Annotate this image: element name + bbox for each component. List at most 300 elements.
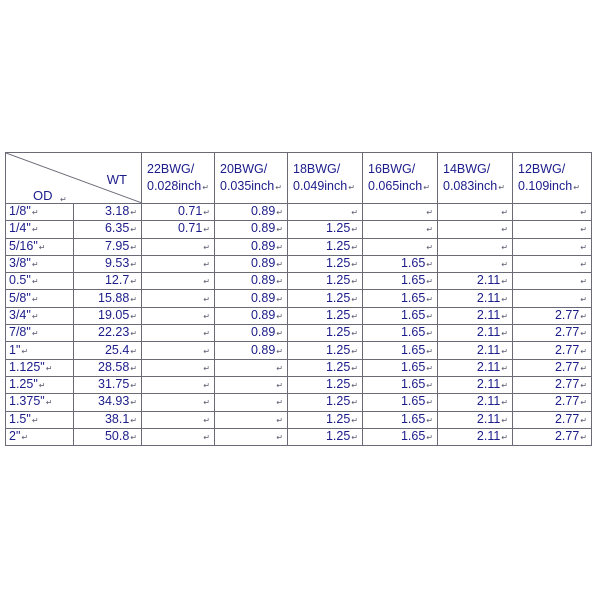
thickness-cell — [513, 428, 592, 445]
paragraph-mark-icon: ↵ — [351, 294, 358, 304]
table-row — [6, 342, 592, 359]
paragraph-mark-icon: ↵ — [426, 260, 433, 270]
paragraph-mark-icon: ↵ — [501, 398, 508, 408]
paragraph-mark-icon: ↵ — [45, 398, 53, 408]
header-cell-gauge — [438, 153, 513, 204]
thickness-value: 2.11 — [476, 377, 501, 392]
thickness-value: 0.89 — [250, 273, 276, 288]
thickness-value: 1.25 — [325, 394, 351, 409]
thickness-cell — [363, 221, 438, 238]
thickness-cell — [215, 290, 288, 307]
thickness-cell — [215, 376, 288, 393]
thickness-value: 2.77 — [554, 359, 580, 374]
od-inch-value: 3/8" — [9, 256, 31, 271]
paragraph-mark-icon: ↵ — [276, 311, 283, 321]
thickness-cell — [438, 376, 513, 393]
thickness-value: 2.11 — [476, 307, 501, 322]
table-row — [6, 411, 592, 428]
od-inch-cell — [6, 238, 74, 255]
paragraph-mark-icon: ↵ — [501, 346, 508, 356]
paragraph-mark-icon: ↵ — [426, 398, 433, 408]
thickness-value: 1.25 — [325, 273, 351, 288]
paragraph-mark-icon: ↵ — [21, 346, 29, 356]
thickness-cell — [513, 325, 592, 342]
paragraph-mark-icon: ↵ — [203, 433, 210, 442]
od-mm-value: 3.18 — [104, 204, 130, 219]
paragraph-mark-icon: ↵ — [203, 346, 210, 356]
thickness-value: 0.89 — [250, 290, 276, 305]
thickness-cell — [438, 307, 513, 324]
thickness-cell — [215, 411, 288, 428]
thickness-cell — [288, 204, 363, 221]
od-mm-value: 50.8 — [104, 429, 130, 443]
paragraph-mark-icon: ↵ — [130, 260, 137, 270]
paragraph-mark-icon: ↵ — [276, 363, 283, 373]
thickness-value: 1.25 — [325, 359, 351, 374]
paragraph-mark-icon: ↵ — [276, 415, 283, 425]
table-row — [6, 273, 592, 290]
thickness-value: 2.77 — [554, 377, 580, 392]
thickness-value: 1.65 — [400, 359, 426, 374]
table-body — [6, 204, 592, 446]
thickness-cell — [438, 221, 513, 238]
thickness-cell — [288, 238, 363, 255]
thickness-cell — [142, 221, 215, 238]
thickness-value: 2.77 — [554, 325, 580, 340]
thickness-cell — [513, 290, 592, 307]
thickness-value: 1.65 — [400, 394, 426, 409]
od-inch-cell — [6, 255, 74, 272]
thickness-cell — [363, 204, 438, 221]
thickness-cell — [438, 273, 513, 290]
thickness-cell — [215, 342, 288, 359]
paragraph-mark-icon: ↵ — [130, 225, 137, 235]
paragraph-mark-icon: ↵ — [501, 208, 508, 218]
paragraph-mark-icon: ↵ — [351, 242, 358, 252]
table-row — [6, 307, 592, 324]
thickness-cell — [513, 359, 592, 376]
paragraph-mark-icon: ↵ — [351, 277, 358, 287]
thickness-cell — [513, 204, 592, 221]
thickness-cell — [288, 273, 363, 290]
thickness-cell — [363, 290, 438, 307]
paragraph-mark-icon: ↵ — [426, 433, 433, 442]
thickness-cell — [142, 411, 215, 428]
thickness-cell — [142, 238, 215, 255]
paragraph-mark-icon: ↵ — [60, 195, 67, 204]
thickness-inch-label — [443, 178, 512, 196]
od-inch-cell — [6, 359, 74, 376]
paragraph-mark-icon: ↵ — [580, 346, 587, 356]
thickness-cell — [363, 273, 438, 290]
thickness-value: 0.89 — [250, 221, 276, 236]
thickness-value: 2.77 — [554, 307, 580, 322]
paragraph-mark-icon: ↵ — [580, 225, 587, 235]
paragraph-mark-icon: ↵ — [130, 329, 137, 339]
paragraph-mark-icon: ↵ — [130, 381, 137, 391]
thickness-inch-value: 0.065inch — [368, 178, 423, 193]
thickness-cell — [288, 394, 363, 411]
od-mm-value: 28.58 — [98, 359, 130, 374]
gauge-label: 20BWG/ — [220, 161, 268, 176]
od-inch-value: 5/16" — [9, 238, 38, 253]
paragraph-mark-icon: ↵ — [203, 311, 210, 321]
paragraph-mark-icon: ↵ — [276, 433, 283, 442]
thickness-cell — [142, 325, 215, 342]
paragraph-mark-icon: ↵ — [426, 242, 433, 252]
thickness-cell — [142, 273, 215, 290]
thickness-cell — [513, 273, 592, 290]
paragraph-mark-icon: ↵ — [203, 329, 210, 339]
paragraph-mark-icon: ↵ — [130, 294, 137, 304]
gauge-label: 12BWG/ — [518, 161, 566, 176]
od-mm-cell — [74, 376, 142, 393]
thickness-inch-label — [220, 178, 287, 196]
od-mm-value: 9.53 — [104, 256, 130, 271]
od-mm-value: 19.05 — [98, 307, 130, 322]
paragraph-mark-icon: ↵ — [580, 311, 587, 321]
thickness-value: 0.71 — [177, 221, 203, 236]
paragraph-mark-icon: ↵ — [130, 433, 137, 442]
od-inch-value: 2" — [9, 429, 21, 443]
paragraph-mark-icon: ↵ — [426, 294, 433, 304]
paragraph-mark-icon: ↵ — [426, 329, 433, 339]
paragraph-mark-icon: ↵ — [31, 294, 39, 304]
table-row — [6, 394, 592, 411]
gauge-label: 18BWG/ — [293, 161, 341, 176]
table-row — [6, 238, 592, 255]
paragraph-mark-icon: ↵ — [31, 329, 39, 339]
thickness-cell — [438, 325, 513, 342]
header-cell-gauge — [142, 153, 215, 204]
thickness-cell — [363, 342, 438, 359]
thickness-cell — [142, 376, 215, 393]
thickness-cell — [142, 342, 215, 359]
thickness-value: 1.65 — [400, 429, 426, 443]
thickness-value: 2.11 — [476, 394, 501, 409]
tube-wall-thickness-table — [5, 152, 592, 446]
paragraph-mark-icon: ↵ — [31, 311, 39, 321]
paragraph-mark-icon: ↵ — [501, 260, 508, 270]
od-inch-value: 1.5" — [9, 411, 31, 426]
spec-table-container — [5, 152, 591, 446]
thickness-cell — [363, 255, 438, 272]
gauge-label: 14BWG/ — [443, 161, 491, 176]
paragraph-mark-icon: ↵ — [38, 381, 46, 391]
od-mm-value: 22.23 — [98, 325, 130, 340]
thickness-value: 0.89 — [250, 256, 276, 271]
thickness-cell — [513, 411, 592, 428]
od-inch-value: 7/8" — [9, 325, 31, 340]
thickness-value: 2.11 — [476, 342, 501, 357]
paragraph-mark-icon: ↵ — [203, 363, 210, 373]
paragraph-mark-icon: ↵ — [580, 277, 587, 287]
paragraph-mark-icon: ↵ — [203, 381, 210, 391]
thickness-cell — [288, 359, 363, 376]
paragraph-mark-icon: ↵ — [130, 208, 137, 218]
paragraph-mark-icon: ↵ — [501, 329, 508, 339]
thickness-value: 1.65 — [400, 290, 426, 305]
thickness-cell — [438, 255, 513, 272]
paragraph-mark-icon: ↵ — [31, 415, 39, 425]
thickness-cell — [142, 204, 215, 221]
thickness-value: 1.25 — [325, 342, 351, 357]
thickness-value: 2.77 — [554, 411, 580, 426]
gauge-label: 16BWG/ — [368, 161, 416, 176]
paragraph-mark-icon: ↵ — [275, 182, 282, 192]
thickness-cell — [363, 325, 438, 342]
paragraph-mark-icon: ↵ — [351, 329, 358, 339]
thickness-cell — [288, 221, 363, 238]
thickness-value: 1.65 — [400, 325, 426, 340]
thickness-cell — [363, 359, 438, 376]
od-mm-value: 25.4 — [104, 342, 130, 357]
paragraph-mark-icon: ↵ — [501, 415, 508, 425]
thickness-cell — [363, 394, 438, 411]
paragraph-mark-icon: ↵ — [130, 398, 137, 408]
od-mm-cell — [74, 238, 142, 255]
thickness-cell — [513, 238, 592, 255]
od-mm-value: 31.75 — [98, 377, 130, 392]
thickness-cell — [288, 342, 363, 359]
thickness-value: 1.25 — [325, 290, 351, 305]
thickness-inch-label — [368, 178, 437, 196]
thickness-value: 0.89 — [250, 325, 276, 340]
od-inch-cell — [6, 428, 74, 445]
paragraph-mark-icon: ↵ — [580, 415, 587, 425]
paragraph-mark-icon: ↵ — [426, 363, 433, 373]
od-mm-cell — [74, 342, 142, 359]
paragraph-mark-icon: ↵ — [501, 433, 508, 442]
table-row — [6, 376, 592, 393]
od-mm-cell — [74, 273, 142, 290]
thickness-value: 1.65 — [400, 307, 426, 322]
paragraph-mark-icon: ↵ — [426, 415, 433, 425]
paragraph-mark-icon: ↵ — [203, 242, 210, 252]
thickness-value: 0.89 — [250, 342, 276, 357]
thickness-value: 1.25 — [325, 221, 351, 236]
paragraph-mark-icon: ↵ — [351, 225, 358, 235]
thickness-inch-label — [293, 178, 362, 196]
outer-diameter-label: OD — [33, 188, 53, 203]
od-inch-value: 1.375" — [9, 394, 45, 409]
paragraph-mark-icon: ↵ — [203, 225, 210, 235]
thickness-value: 1.25 — [325, 307, 351, 322]
thickness-cell — [288, 411, 363, 428]
paragraph-mark-icon: ↵ — [580, 260, 587, 270]
thickness-cell — [215, 359, 288, 376]
thickness-value: 1.65 — [400, 411, 426, 426]
thickness-cell — [513, 394, 592, 411]
thickness-cell — [288, 376, 363, 393]
thickness-cell — [288, 428, 363, 445]
thickness-value: 2.11 — [476, 359, 501, 374]
paragraph-mark-icon: ↵ — [351, 208, 358, 218]
paragraph-mark-icon: ↵ — [348, 182, 355, 192]
paragraph-mark-icon: ↵ — [580, 329, 587, 339]
paragraph-mark-icon: ↵ — [426, 311, 433, 321]
thickness-cell — [513, 221, 592, 238]
thickness-cell — [142, 290, 215, 307]
paragraph-mark-icon: ↵ — [31, 260, 39, 270]
paragraph-mark-icon: ↵ — [276, 208, 283, 218]
paragraph-mark-icon: ↵ — [130, 415, 137, 425]
header-cell-gauge — [363, 153, 438, 204]
thickness-cell — [438, 411, 513, 428]
od-inch-cell — [6, 394, 74, 411]
thickness-cell — [215, 204, 288, 221]
od-mm-cell — [74, 359, 142, 376]
paragraph-mark-icon: ↵ — [426, 277, 433, 287]
thickness-cell — [438, 342, 513, 359]
thickness-value: 2.77 — [554, 342, 580, 357]
paragraph-mark-icon: ↵ — [130, 311, 137, 321]
thickness-cell — [438, 290, 513, 307]
header-cell-gauge — [288, 153, 363, 204]
thickness-value: 1.25 — [325, 238, 351, 253]
thickness-cell — [288, 290, 363, 307]
paragraph-mark-icon: ↵ — [498, 182, 505, 192]
od-inch-value: 1.25" — [9, 377, 38, 392]
paragraph-mark-icon: ↵ — [501, 381, 508, 391]
paragraph-mark-icon: ↵ — [276, 260, 283, 270]
paragraph-mark-icon: ↵ — [276, 277, 283, 287]
od-inch-value: 1/8" — [9, 204, 31, 219]
od-inch-cell — [6, 273, 74, 290]
table-row — [6, 221, 592, 238]
table-row — [6, 204, 592, 221]
paragraph-mark-icon: ↵ — [501, 242, 508, 252]
thickness-cell — [288, 255, 363, 272]
table-row — [6, 325, 592, 342]
paragraph-mark-icon: ↵ — [276, 329, 283, 339]
paragraph-mark-icon: ↵ — [276, 294, 283, 304]
od-inch-value: 1/4" — [9, 221, 31, 236]
paragraph-mark-icon: ↵ — [426, 225, 433, 235]
paragraph-mark-icon: ↵ — [276, 381, 283, 391]
wall-thickness-label: WT — [106, 172, 127, 187]
thickness-value: 2.11 — [476, 290, 501, 305]
od-inch-cell — [6, 325, 74, 342]
thickness-value: 1.65 — [400, 377, 426, 392]
paragraph-mark-icon: ↵ — [580, 381, 587, 391]
paragraph-mark-icon: ↵ — [45, 363, 53, 373]
paragraph-mark-icon: ↵ — [31, 277, 39, 287]
thickness-cell — [438, 359, 513, 376]
thickness-value: 2.11 — [476, 411, 501, 426]
paragraph-mark-icon: ↵ — [501, 225, 508, 235]
paragraph-mark-icon: ↵ — [351, 381, 358, 391]
paragraph-mark-icon: ↵ — [580, 433, 587, 442]
table-row — [6, 359, 592, 376]
header-cell-gauge — [215, 153, 288, 204]
thickness-cell — [142, 394, 215, 411]
thickness-value: 1.25 — [325, 325, 351, 340]
paragraph-mark-icon: ↵ — [580, 398, 587, 408]
thickness-value: 0.71 — [177, 204, 203, 219]
thickness-cell — [142, 307, 215, 324]
paragraph-mark-icon: ↵ — [203, 294, 210, 304]
thickness-cell — [288, 325, 363, 342]
od-inch-cell — [6, 342, 74, 359]
thickness-cell — [363, 411, 438, 428]
paragraph-mark-icon: ↵ — [580, 294, 587, 304]
paragraph-mark-icon: ↵ — [426, 381, 433, 391]
thickness-cell — [363, 376, 438, 393]
thickness-value: 2.77 — [554, 429, 580, 443]
thickness-value: 2.77 — [554, 394, 580, 409]
thickness-value: 0.89 — [250, 238, 276, 253]
paragraph-mark-icon: ↵ — [423, 182, 430, 192]
thickness-cell — [438, 394, 513, 411]
od-mm-cell — [74, 394, 142, 411]
thickness-cell — [438, 204, 513, 221]
od-mm-cell — [74, 290, 142, 307]
paragraph-mark-icon: ↵ — [203, 260, 210, 270]
od-mm-cell — [74, 255, 142, 272]
paragraph-mark-icon: ↵ — [426, 346, 433, 356]
paragraph-mark-icon: ↵ — [31, 208, 39, 218]
thickness-value: 2.11 — [476, 429, 501, 443]
paragraph-mark-icon: ↵ — [501, 294, 508, 304]
thickness-inch-label — [518, 178, 591, 196]
paragraph-mark-icon: ↵ — [203, 415, 210, 425]
paragraph-mark-icon: ↵ — [351, 346, 358, 356]
thickness-cell — [288, 307, 363, 324]
thickness-inch-value: 0.049inch — [293, 178, 348, 193]
thickness-cell — [513, 376, 592, 393]
paragraph-mark-icon: ↵ — [130, 346, 137, 356]
thickness-inch-label — [147, 178, 214, 196]
paragraph-mark-icon: ↵ — [351, 398, 358, 408]
paragraph-mark-icon: ↵ — [351, 433, 358, 442]
thickness-value: 0.89 — [250, 204, 276, 219]
paragraph-mark-icon: ↵ — [203, 277, 210, 287]
od-inch-cell — [6, 307, 74, 324]
paragraph-mark-icon: ↵ — [202, 182, 209, 192]
thickness-cell — [215, 325, 288, 342]
thickness-value: 1.25 — [325, 256, 351, 271]
od-inch-value: 1.125" — [9, 359, 45, 374]
thickness-cell — [363, 428, 438, 445]
thickness-value: 1.25 — [325, 377, 351, 392]
thickness-cell — [215, 221, 288, 238]
thickness-cell — [142, 359, 215, 376]
paragraph-mark-icon: ↵ — [580, 363, 587, 373]
paragraph-mark-icon: ↵ — [501, 311, 508, 321]
gauge-label: 22BWG/ — [147, 161, 195, 176]
thickness-cell — [513, 307, 592, 324]
od-inch-value: 1" — [9, 342, 21, 357]
paragraph-mark-icon: ↵ — [203, 208, 210, 218]
od-inch-cell — [6, 376, 74, 393]
od-mm-cell — [74, 204, 142, 221]
od-mm-value: 6.35 — [104, 221, 130, 236]
thickness-value: 0.89 — [250, 307, 276, 322]
paragraph-mark-icon: ↵ — [351, 260, 358, 270]
od-mm-value: 15.88 — [98, 290, 130, 305]
od-inch-cell — [6, 290, 74, 307]
header-row — [6, 153, 592, 204]
od-mm-cell — [74, 221, 142, 238]
thickness-value: 1.65 — [400, 256, 426, 271]
od-mm-value: 7.95 — [104, 238, 130, 253]
od-mm-cell — [74, 428, 142, 445]
paragraph-mark-icon: ↵ — [21, 433, 29, 442]
od-inch-value: 5/8" — [9, 290, 31, 305]
od-inch-cell — [6, 221, 74, 238]
thickness-cell — [215, 255, 288, 272]
